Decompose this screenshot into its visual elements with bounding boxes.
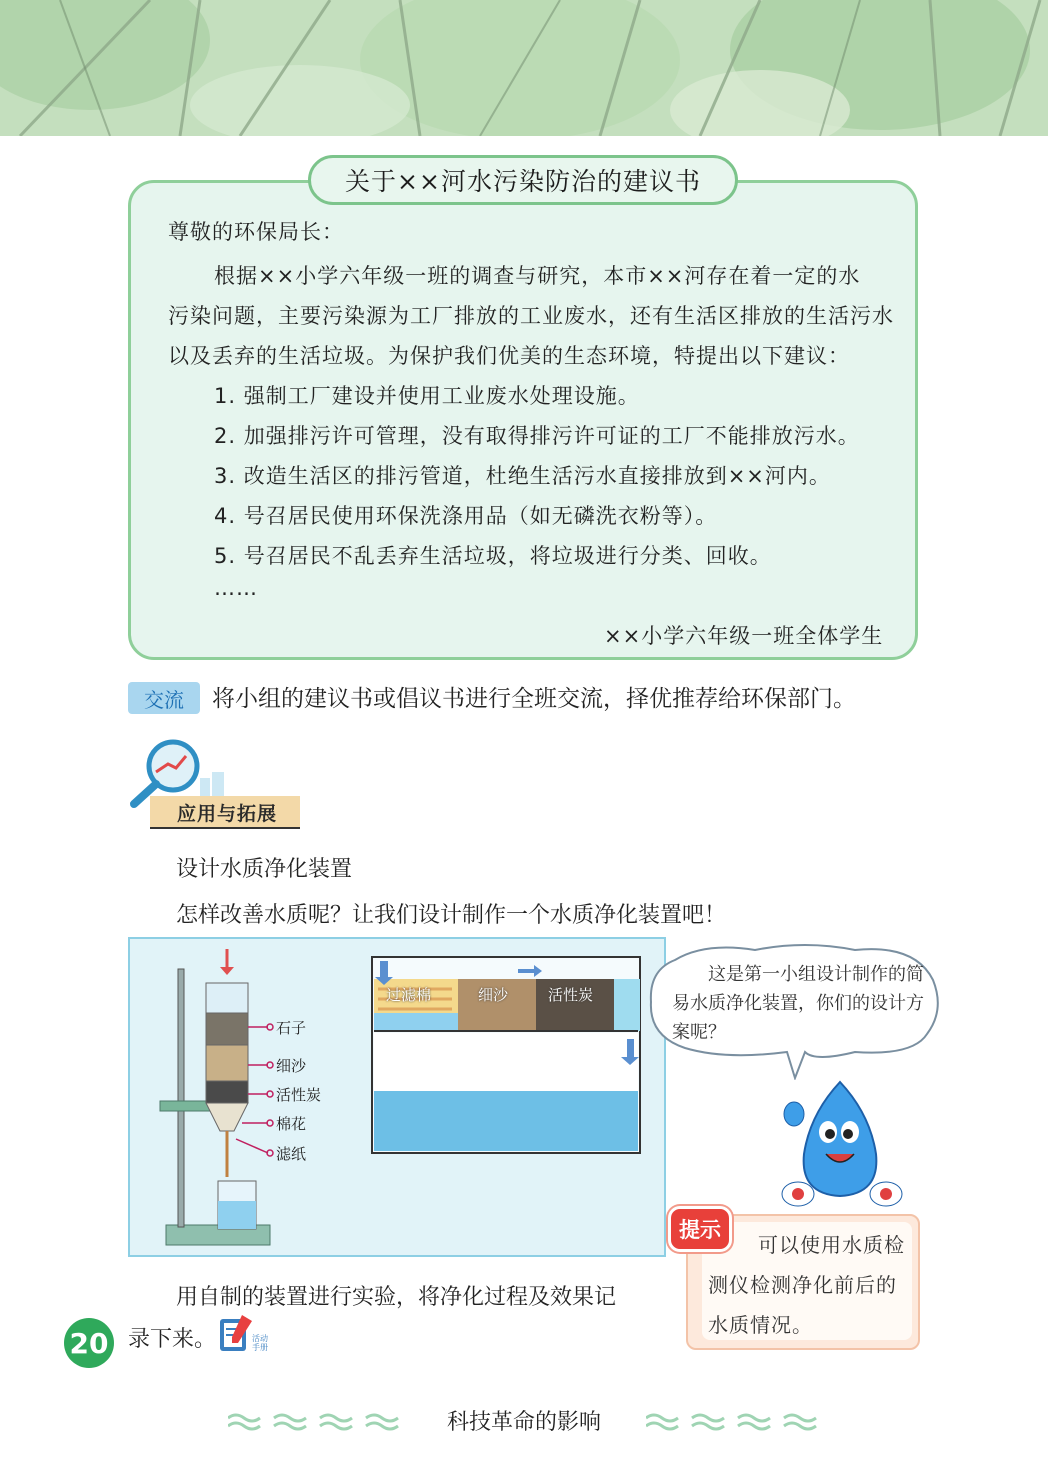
letter-item-5: 5. 号召居民不乱丢弃生活垃圾，将垃圾进行分类、回收。 — [214, 544, 772, 568]
letter-body-line-1: 根据××小学六年级一班的调查与研究，本市××河存在着一定的水 — [214, 264, 861, 288]
letter-body-line-2: 污染问题，主要污染源为工厂排放的工业废水，还有生活区排放的生活污水 — [168, 304, 894, 328]
section-intro: 怎样改善水质呢？让我们设计制作一个水质净化装置吧！ — [176, 903, 727, 928]
label-tank-carbon: 活性炭 — [548, 986, 594, 1004]
footer-wave-right-icon — [646, 1410, 826, 1434]
footer-chapter-title: 科技革命的影响 — [446, 1410, 601, 1435]
letter-body-line-3: 以及丢弃的生活垃圾。为保护我们优美的生态环境，特提出以下建议： — [168, 344, 850, 368]
letter-title: 关于××河水污染防治的建议书 — [308, 155, 738, 205]
label-activated-carbon: 活性炭 — [276, 1086, 322, 1104]
letter-item-2: 2. 加强排污许可管理，没有取得排污许可证的工厂不能排放污水。 — [214, 424, 860, 448]
letter-item-1: 1. 强制工厂建设并使用工业废水处理设施。 — [214, 384, 640, 408]
label-cotton: 棉花 — [276, 1115, 307, 1133]
letter-item-3: 3. 改造生活区的排污管道，杜绝生活污水直接排放到××河内。 — [214, 464, 831, 488]
letter-signature: ××小学六年级一班全体学生 — [604, 624, 884, 648]
label-fine-sand: 细沙 — [276, 1057, 307, 1075]
activity-handbook-icon — [216, 1313, 256, 1357]
reed-photo-illustration — [0, 0, 1048, 136]
label-filter-paper: 滤纸 — [276, 1145, 307, 1163]
section-subtitle: 设计水质净化装置 — [176, 857, 353, 882]
letter-greeting: 尊敬的环保局长： — [168, 220, 344, 244]
tip-text: 可以使用水质检测仪检测净化前后的水质情况。 — [708, 1233, 905, 1337]
page-number: 20 — [64, 1318, 114, 1368]
handbook-label-1: 活动 — [252, 1334, 268, 1343]
speech-bubble-text: 这是第一小组设计制作的简易水质净化装置，你们的设计方案呢？ — [672, 964, 924, 1043]
exchange-text: 将小组的建议书或倡议书进行全班交流，择优推荐给环保部门。 — [212, 686, 856, 712]
exchange-badge: 交流 — [128, 682, 200, 714]
handbook-label-2: 手册 — [252, 1343, 268, 1352]
letter-item-4: 4. 号召居民使用环保洗涤用品（如无磷洗衣粉等）。 — [214, 504, 718, 528]
handbook-label — [252, 1334, 268, 1352]
letter-ellipsis: …… — [214, 576, 258, 600]
experiment-line-2: 录下来。 — [128, 1327, 217, 1352]
label-tank-sand: 细沙 — [478, 986, 509, 1004]
tip-badge: 提示 — [668, 1206, 732, 1252]
label-stones: 石子 — [276, 1019, 307, 1037]
section-label: 应用与拓展 — [176, 802, 277, 825]
header-banner-image — [0, 0, 1048, 136]
water-drop-mascot — [770, 1074, 910, 1214]
label-filter-cotton: 过滤棉 — [386, 986, 432, 1004]
experiment-line-1: 用自制的装置进行实验，将净化过程及效果记 — [176, 1285, 617, 1310]
